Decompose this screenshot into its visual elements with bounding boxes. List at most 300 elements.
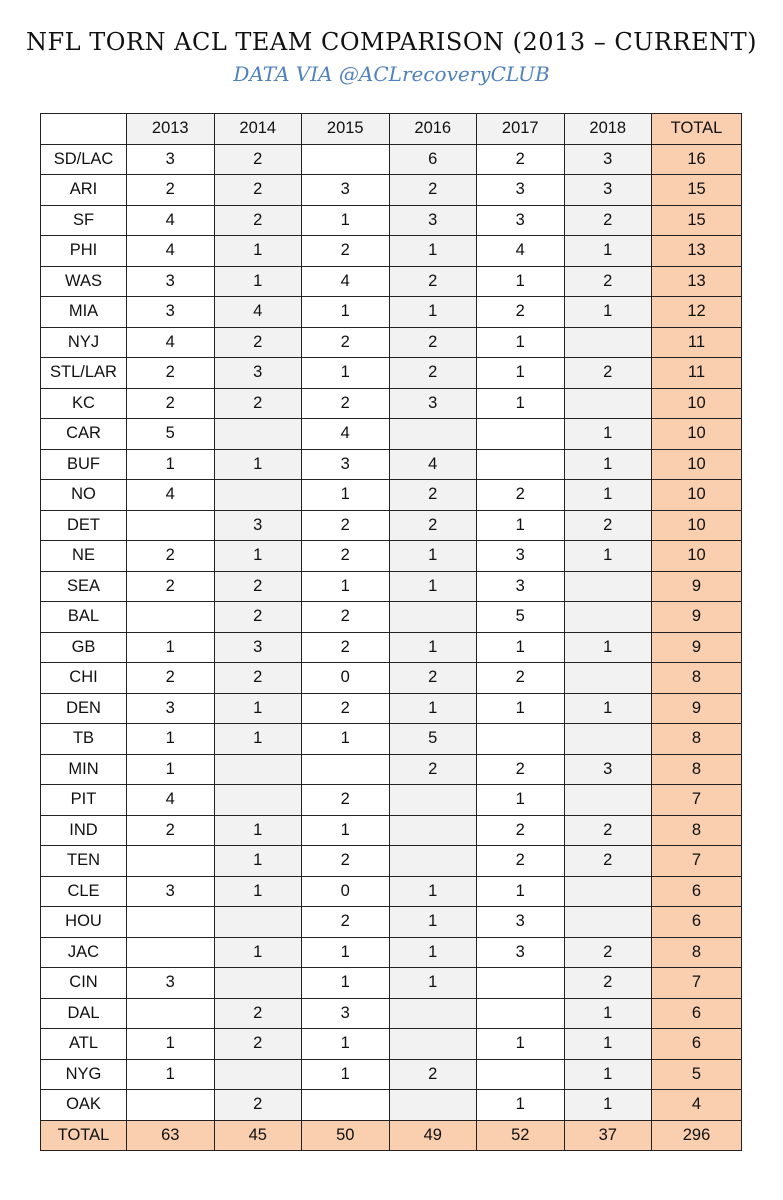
acl-count-2018: 1 xyxy=(564,419,652,450)
acl-count-2017: 2 xyxy=(477,846,565,877)
acl-count-2013: 2 xyxy=(127,541,215,572)
table-row xyxy=(41,907,742,938)
acl-count-2018: 2 xyxy=(564,205,652,236)
acl-count-2018 xyxy=(564,907,652,938)
acl-count-2013: 1 xyxy=(127,449,215,480)
acl-count-2016: 4 xyxy=(389,449,477,480)
team-name-cell: PIT xyxy=(41,785,127,816)
acl-count-2018: 2 xyxy=(564,846,652,877)
acl-count-2016: 1 xyxy=(389,693,477,724)
acl-count-2018 xyxy=(564,785,652,816)
acl-count-2017: 3 xyxy=(477,175,565,206)
header-row xyxy=(41,114,742,145)
acl-count-2015: 2 xyxy=(302,907,390,938)
acl-count-2018: 1 xyxy=(564,236,652,267)
team-total-cell: 8 xyxy=(652,754,742,785)
acl-count-2015 xyxy=(302,144,390,175)
acl-count-2014 xyxy=(214,968,302,999)
table-row xyxy=(41,510,742,541)
acl-count-2016: 1 xyxy=(389,297,477,328)
table-row xyxy=(41,785,742,816)
acl-count-2014: 2 xyxy=(214,205,302,236)
table-row xyxy=(41,1059,742,1090)
team-name-cell: KC xyxy=(41,388,127,419)
acl-count-2015: 2 xyxy=(302,602,390,633)
total-2013: 63 xyxy=(127,1120,215,1151)
acl-count-2014: 1 xyxy=(214,937,302,968)
acl-count-2013: 2 xyxy=(127,358,215,389)
acl-count-2014: 3 xyxy=(214,632,302,663)
acl-count-2017: 2 xyxy=(477,480,565,511)
table-row xyxy=(41,724,742,755)
acl-count-2017: 1 xyxy=(477,632,565,663)
acl-count-2018: 1 xyxy=(564,1090,652,1121)
acl-count-2016: 2 xyxy=(389,754,477,785)
table-row xyxy=(41,266,742,297)
team-total-cell: 7 xyxy=(652,785,742,816)
acl-count-2015: 3 xyxy=(302,175,390,206)
table-row xyxy=(41,1029,742,1060)
table-row xyxy=(41,571,742,602)
team-name-cell: MIN xyxy=(41,754,127,785)
acl-count-2017: 2 xyxy=(477,815,565,846)
acl-count-2018: 1 xyxy=(564,998,652,1029)
table-row xyxy=(41,144,742,175)
acl-count-2014: 1 xyxy=(214,876,302,907)
team-name-cell: NYJ xyxy=(41,327,127,358)
table-row xyxy=(41,846,742,877)
acl-count-2015: 1 xyxy=(302,358,390,389)
acl-count-2016 xyxy=(389,785,477,816)
team-total-cell: 8 xyxy=(652,663,742,694)
acl-count-2013: 1 xyxy=(127,724,215,755)
acl-count-2018: 3 xyxy=(564,754,652,785)
acl-count-2017: 2 xyxy=(477,663,565,694)
acl-count-2015 xyxy=(302,754,390,785)
team-name-cell: SEA xyxy=(41,571,127,602)
table-body xyxy=(41,144,742,1120)
acl-count-2014: 3 xyxy=(214,358,302,389)
team-name-cell: WAS xyxy=(41,266,127,297)
acl-count-2017: 4 xyxy=(477,236,565,267)
acl-count-2015: 1 xyxy=(302,968,390,999)
header-year-2014: 2014 xyxy=(214,114,302,145)
table-row xyxy=(41,632,742,663)
acl-count-2015: 2 xyxy=(302,846,390,877)
acl-count-2016 xyxy=(389,1029,477,1060)
acl-count-2017: 1 xyxy=(477,693,565,724)
acl-count-2013: 3 xyxy=(127,297,215,328)
acl-count-2015: 1 xyxy=(302,937,390,968)
acl-count-2014 xyxy=(214,907,302,938)
acl-count-2014: 1 xyxy=(214,724,302,755)
team-name-cell: NO xyxy=(41,480,127,511)
acl-count-2018: 1 xyxy=(564,632,652,663)
grand-total: 296 xyxy=(652,1120,742,1151)
acl-count-2016: 2 xyxy=(389,266,477,297)
table-row xyxy=(41,693,742,724)
acl-count-2016 xyxy=(389,998,477,1029)
acl-count-2016 xyxy=(389,1090,477,1121)
acl-count-2017: 1 xyxy=(477,1029,565,1060)
acl-count-2018: 1 xyxy=(564,693,652,724)
acl-count-2016: 1 xyxy=(389,632,477,663)
team-name-cell: DET xyxy=(41,510,127,541)
acl-count-2015: 2 xyxy=(302,510,390,541)
acl-count-2017: 1 xyxy=(477,327,565,358)
acl-count-2018 xyxy=(564,327,652,358)
acl-count-2017: 3 xyxy=(477,571,565,602)
acl-count-2016: 1 xyxy=(389,968,477,999)
table-row xyxy=(41,236,742,267)
team-name-cell: CAR xyxy=(41,419,127,450)
page-title: NFL TORN ACL TEAM COMPARISON (2013 – CURRENT) xyxy=(26,28,757,56)
team-total-cell: 10 xyxy=(652,480,742,511)
acl-count-2015: 2 xyxy=(302,785,390,816)
acl-count-2013 xyxy=(127,907,215,938)
team-total-cell: 10 xyxy=(652,541,742,572)
acl-count-2017: 3 xyxy=(477,937,565,968)
acl-count-2013: 4 xyxy=(127,480,215,511)
acl-count-2013: 3 xyxy=(127,144,215,175)
acl-count-2018: 1 xyxy=(564,297,652,328)
acl-count-2017: 2 xyxy=(477,754,565,785)
acl-comparison-table xyxy=(40,113,742,1151)
acl-count-2013: 4 xyxy=(127,327,215,358)
acl-count-2014: 2 xyxy=(214,388,302,419)
team-total-cell: 16 xyxy=(652,144,742,175)
acl-count-2014: 2 xyxy=(214,175,302,206)
acl-count-2015: 3 xyxy=(302,998,390,1029)
acl-count-2016: 1 xyxy=(389,876,477,907)
acl-count-2018: 2 xyxy=(564,815,652,846)
team-total-cell: 7 xyxy=(652,968,742,999)
acl-count-2017 xyxy=(477,998,565,1029)
acl-count-2016: 1 xyxy=(389,541,477,572)
acl-count-2016 xyxy=(389,419,477,450)
acl-count-2017: 2 xyxy=(477,144,565,175)
total-row xyxy=(41,1120,742,1151)
acl-count-2013: 4 xyxy=(127,236,215,267)
acl-count-2015: 2 xyxy=(302,236,390,267)
acl-count-2014 xyxy=(214,1059,302,1090)
team-name-cell: GB xyxy=(41,632,127,663)
total-2017: 52 xyxy=(477,1120,565,1151)
team-name-cell: CLE xyxy=(41,876,127,907)
acl-count-2014: 2 xyxy=(214,1090,302,1121)
acl-count-2014 xyxy=(214,480,302,511)
acl-count-2018: 2 xyxy=(564,266,652,297)
acl-count-2018: 2 xyxy=(564,937,652,968)
acl-count-2014: 2 xyxy=(214,1029,302,1060)
acl-count-2013: 4 xyxy=(127,205,215,236)
acl-count-2014 xyxy=(214,754,302,785)
acl-count-2017: 1 xyxy=(477,876,565,907)
acl-count-2013: 4 xyxy=(127,785,215,816)
acl-count-2018: 1 xyxy=(564,480,652,511)
team-name-cell: IND xyxy=(41,815,127,846)
acl-count-2016: 3 xyxy=(389,205,477,236)
header-year-2015: 2015 xyxy=(302,114,390,145)
team-total-cell: 6 xyxy=(652,907,742,938)
table-row xyxy=(41,1090,742,1121)
team-total-cell: 11 xyxy=(652,327,742,358)
acl-count-2014: 1 xyxy=(214,815,302,846)
acl-count-2013: 3 xyxy=(127,968,215,999)
acl-count-2014: 4 xyxy=(214,297,302,328)
data-source-credit: DATA VIA @ACLrecoveryCLUB xyxy=(233,62,550,86)
acl-count-2013 xyxy=(127,846,215,877)
total-2014: 45 xyxy=(214,1120,302,1151)
acl-count-2016: 3 xyxy=(389,388,477,419)
table-row xyxy=(41,480,742,511)
team-name-cell: HOU xyxy=(41,907,127,938)
table-row xyxy=(41,663,742,694)
team-name-cell: NYG xyxy=(41,1059,127,1090)
acl-count-2016: 1 xyxy=(389,907,477,938)
acl-count-2013: 2 xyxy=(127,388,215,419)
header-year-2018: 2018 xyxy=(564,114,652,145)
team-total-cell: 9 xyxy=(652,571,742,602)
acl-count-2013 xyxy=(127,998,215,1029)
acl-count-2016: 2 xyxy=(389,510,477,541)
table-row xyxy=(41,754,742,785)
team-name-cell: ARI xyxy=(41,175,127,206)
acl-count-2016: 2 xyxy=(389,480,477,511)
acl-count-2013: 1 xyxy=(127,632,215,663)
acl-count-2018 xyxy=(564,388,652,419)
team-total-cell: 6 xyxy=(652,1029,742,1060)
acl-count-2015: 0 xyxy=(302,663,390,694)
acl-count-2016: 5 xyxy=(389,724,477,755)
acl-count-2015: 1 xyxy=(302,1029,390,1060)
acl-count-2017: 1 xyxy=(477,785,565,816)
acl-count-2016: 2 xyxy=(389,663,477,694)
team-name-cell: BUF xyxy=(41,449,127,480)
table-row xyxy=(41,388,742,419)
team-total-cell: 6 xyxy=(652,876,742,907)
team-total-cell: 5 xyxy=(652,1059,742,1090)
acl-count-2013: 3 xyxy=(127,876,215,907)
acl-count-2014: 2 xyxy=(214,327,302,358)
acl-count-2014: 2 xyxy=(214,663,302,694)
acl-count-2015: 3 xyxy=(302,449,390,480)
table-row xyxy=(41,327,742,358)
acl-count-2016: 2 xyxy=(389,358,477,389)
total-2016: 49 xyxy=(389,1120,477,1151)
acl-count-2018 xyxy=(564,724,652,755)
acl-count-2017 xyxy=(477,419,565,450)
acl-count-2015: 2 xyxy=(302,541,390,572)
acl-count-2013: 1 xyxy=(127,754,215,785)
table-row xyxy=(41,602,742,633)
acl-count-2017 xyxy=(477,968,565,999)
acl-count-2015 xyxy=(302,1090,390,1121)
acl-count-2017 xyxy=(477,724,565,755)
acl-count-2015: 2 xyxy=(302,388,390,419)
acl-count-2013: 1 xyxy=(127,1059,215,1090)
acl-count-2014: 1 xyxy=(214,541,302,572)
team-total-cell: 10 xyxy=(652,419,742,450)
table-row xyxy=(41,968,742,999)
acl-count-2016: 1 xyxy=(389,571,477,602)
acl-count-2013 xyxy=(127,937,215,968)
team-name-cell: ATL xyxy=(41,1029,127,1060)
acl-count-2018: 1 xyxy=(564,1029,652,1060)
acl-count-2018: 3 xyxy=(564,175,652,206)
table-row xyxy=(41,937,742,968)
header-corner-cell xyxy=(41,114,127,145)
acl-count-2015: 4 xyxy=(302,266,390,297)
table-row xyxy=(41,419,742,450)
acl-count-2014: 1 xyxy=(214,693,302,724)
team-total-cell: 13 xyxy=(652,266,742,297)
team-total-cell: 13 xyxy=(652,236,742,267)
acl-count-2018: 1 xyxy=(564,1059,652,1090)
team-name-cell: TEN xyxy=(41,846,127,877)
acl-count-2014: 2 xyxy=(214,144,302,175)
team-total-cell: 15 xyxy=(652,205,742,236)
acl-count-2018 xyxy=(564,876,652,907)
acl-count-2015: 2 xyxy=(302,693,390,724)
acl-count-2013: 3 xyxy=(127,693,215,724)
acl-count-2016: 2 xyxy=(389,327,477,358)
table-row xyxy=(41,815,742,846)
team-name-cell: OAK xyxy=(41,1090,127,1121)
table-row xyxy=(41,175,742,206)
acl-count-2013: 2 xyxy=(127,571,215,602)
acl-count-2014: 1 xyxy=(214,266,302,297)
team-name-cell: DAL xyxy=(41,998,127,1029)
header-total: TOTAL xyxy=(652,114,742,145)
team-total-cell: 15 xyxy=(652,175,742,206)
team-name-cell: DEN xyxy=(41,693,127,724)
header-year-2013: 2013 xyxy=(127,114,215,145)
acl-count-2013: 2 xyxy=(127,815,215,846)
acl-count-2014 xyxy=(214,419,302,450)
acl-count-2017: 5 xyxy=(477,602,565,633)
team-name-cell: STL/LAR xyxy=(41,358,127,389)
acl-count-2015: 1 xyxy=(302,815,390,846)
table-row xyxy=(41,449,742,480)
acl-count-2018 xyxy=(564,602,652,633)
table-row xyxy=(41,876,742,907)
acl-count-2014: 1 xyxy=(214,236,302,267)
acl-count-2017: 3 xyxy=(477,541,565,572)
team-name-cell: CHI xyxy=(41,663,127,694)
team-name-cell: NE xyxy=(41,541,127,572)
acl-count-2016 xyxy=(389,602,477,633)
team-total-cell: 10 xyxy=(652,510,742,541)
acl-count-2016: 1 xyxy=(389,937,477,968)
acl-count-2013: 5 xyxy=(127,419,215,450)
acl-count-2015: 1 xyxy=(302,724,390,755)
acl-count-2014: 2 xyxy=(214,998,302,1029)
acl-count-2013: 3 xyxy=(127,266,215,297)
acl-count-2013: 2 xyxy=(127,663,215,694)
acl-count-2014: 2 xyxy=(214,571,302,602)
header-year-2017: 2017 xyxy=(477,114,565,145)
acl-count-2014 xyxy=(214,785,302,816)
table-row xyxy=(41,998,742,1029)
team-total-cell: 7 xyxy=(652,846,742,877)
acl-count-2017: 3 xyxy=(477,907,565,938)
acl-count-2017: 1 xyxy=(477,510,565,541)
team-name-cell: SF xyxy=(41,205,127,236)
team-name-cell: JAC xyxy=(41,937,127,968)
acl-count-2013: 2 xyxy=(127,175,215,206)
acl-count-2015: 1 xyxy=(302,205,390,236)
acl-count-2017: 3 xyxy=(477,205,565,236)
acl-count-2017: 1 xyxy=(477,358,565,389)
team-name-cell: BAL xyxy=(41,602,127,633)
acl-count-2013: 1 xyxy=(127,1029,215,1060)
team-total-cell: 8 xyxy=(652,815,742,846)
acl-count-2015: 0 xyxy=(302,876,390,907)
team-total-cell: 10 xyxy=(652,388,742,419)
acl-count-2018: 2 xyxy=(564,358,652,389)
table-row xyxy=(41,358,742,389)
table-row xyxy=(41,297,742,328)
team-name-cell: CIN xyxy=(41,968,127,999)
table-row xyxy=(41,541,742,572)
acl-count-2016 xyxy=(389,815,477,846)
acl-count-2014: 1 xyxy=(214,846,302,877)
acl-count-2018: 1 xyxy=(564,449,652,480)
acl-count-2017 xyxy=(477,1059,565,1090)
acl-count-2015: 1 xyxy=(302,571,390,602)
acl-count-2018 xyxy=(564,571,652,602)
acl-count-2016: 6 xyxy=(389,144,477,175)
acl-count-2017: 1 xyxy=(477,388,565,419)
acl-count-2018: 2 xyxy=(564,510,652,541)
acl-count-2016: 1 xyxy=(389,236,477,267)
acl-count-2016: 2 xyxy=(389,1059,477,1090)
acl-count-2013 xyxy=(127,1090,215,1121)
team-total-cell: 10 xyxy=(652,449,742,480)
team-total-cell: 9 xyxy=(652,632,742,663)
acl-count-2015: 1 xyxy=(302,297,390,328)
team-name-cell: TB xyxy=(41,724,127,755)
acl-count-2018: 1 xyxy=(564,541,652,572)
team-total-cell: 8 xyxy=(652,724,742,755)
acl-count-2017 xyxy=(477,449,565,480)
acl-count-2016: 2 xyxy=(389,175,477,206)
team-total-cell: 4 xyxy=(652,1090,742,1121)
team-total-cell: 12 xyxy=(652,297,742,328)
total-2015: 50 xyxy=(302,1120,390,1151)
acl-count-2018 xyxy=(564,663,652,694)
acl-count-2015: 1 xyxy=(302,1059,390,1090)
acl-count-2017: 1 xyxy=(477,266,565,297)
acl-count-2018: 3 xyxy=(564,144,652,175)
acl-count-2014: 3 xyxy=(214,510,302,541)
team-total-cell: 11 xyxy=(652,358,742,389)
acl-count-2018: 2 xyxy=(564,968,652,999)
acl-count-2014: 1 xyxy=(214,449,302,480)
acl-count-2016 xyxy=(389,846,477,877)
team-name-cell: PHI xyxy=(41,236,127,267)
team-name-cell: MIA xyxy=(41,297,127,328)
acl-count-2013 xyxy=(127,602,215,633)
team-total-cell: 9 xyxy=(652,602,742,633)
acl-count-2014: 2 xyxy=(214,602,302,633)
acl-count-2015: 2 xyxy=(302,327,390,358)
acl-count-2017: 2 xyxy=(477,297,565,328)
acl-count-2015: 2 xyxy=(302,632,390,663)
header-year-2016: 2016 xyxy=(389,114,477,145)
team-total-cell: 8 xyxy=(652,937,742,968)
